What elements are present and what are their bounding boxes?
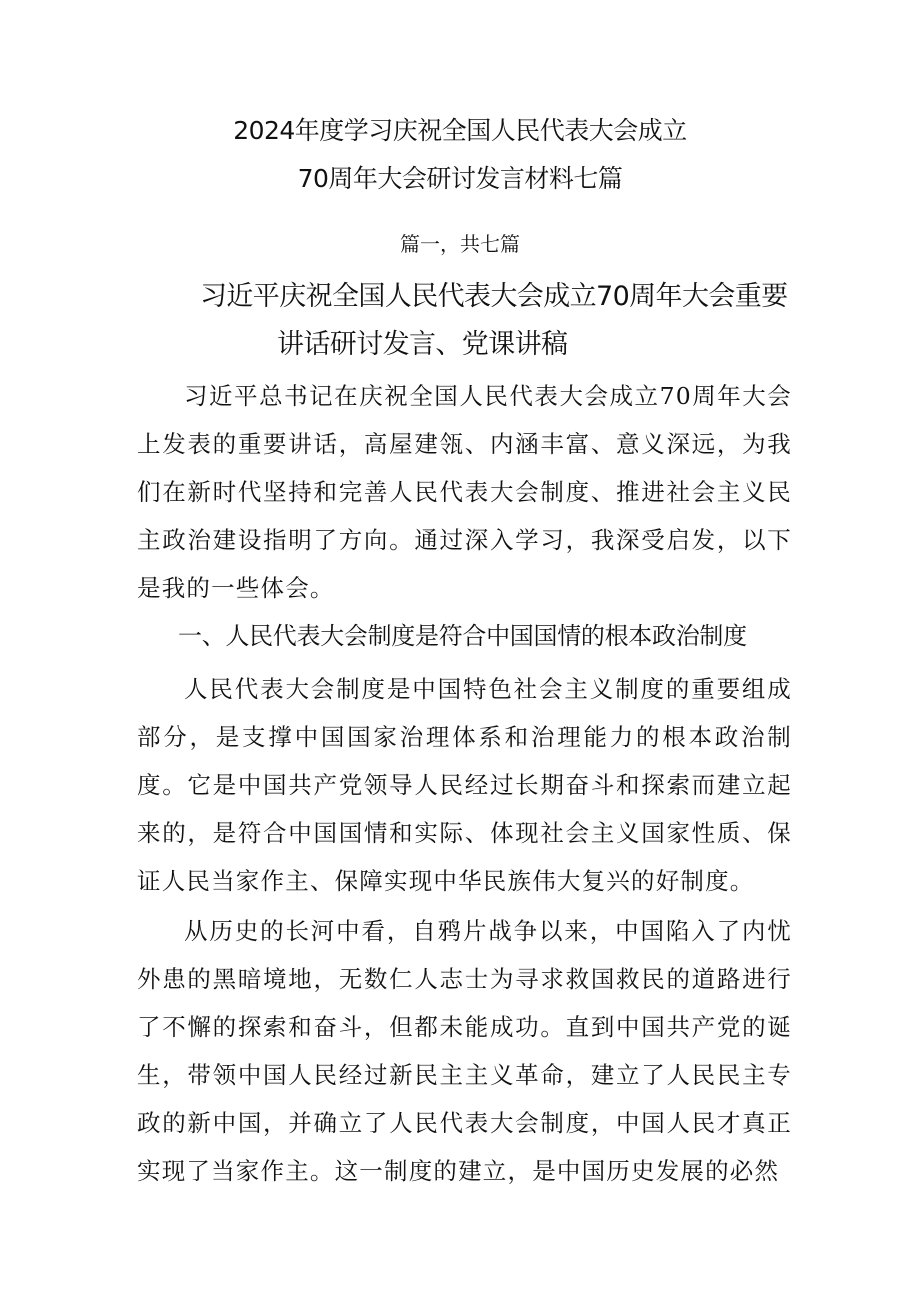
section-heading-1: 一、人民代表大会制度是符合中国国情的根本政治制度	[178, 622, 747, 650]
body-paragraph-2: 人民代表大会制度是中国特色社会主义制度的重要组成部分，是支撑中国国家治理体系和治理能力的根本政治制度。它是中国共产党领导人民经过长期奋斗和探索而建立起来的，是符合中国国情和实际、体现社会主义国家性质、保证人民当家作主、保障实现中华民族伟大复兴的好制度。	[137, 675, 792, 895]
body-paragraph-intro: 习近平总书记在庆祝全国人民代表大会成立70周年大会上发表的重要讲话，高屋建瓴、内涵丰富、意义深远，为我们在新时代坚持和完善人民代表大会制度、推进社会主义民主政治建设指明了方向。通过深入学习，我深受启发，以下是我的一些体会。	[137, 382, 792, 602]
article-subtitle-line-1: 习近平庆祝全国人民代表大会成立70周年大会重要	[200, 281, 788, 312]
article-subtitle-line-2: 讲话研讨发言、党课讲稿	[277, 329, 568, 360]
body-paragraph-3: 从历史的长河中看，自鸦片战争以来，中国陷入了内忧外患的黑暗境地，无数仁人志士为寻求救国救民的道路进行了不懈的探索和奋斗，但都未能成功。直到中国共产党的诞生，带领中国人民经过新民主主义革命，建立了人民民主专政的新中国，并确立了人民代表大会制度，中国人民才真正实现了当家作主。这一制度的建立，是中国历史发展的必然	[137, 917, 792, 1185]
section-label: 篇一，共七篇	[400, 232, 520, 256]
document-title-line-1: 2024年度学习庆祝全国人民代表大会成立	[233, 116, 687, 145]
document-title-line-2: 70周年大会研讨发言材料七篇	[297, 164, 623, 193]
